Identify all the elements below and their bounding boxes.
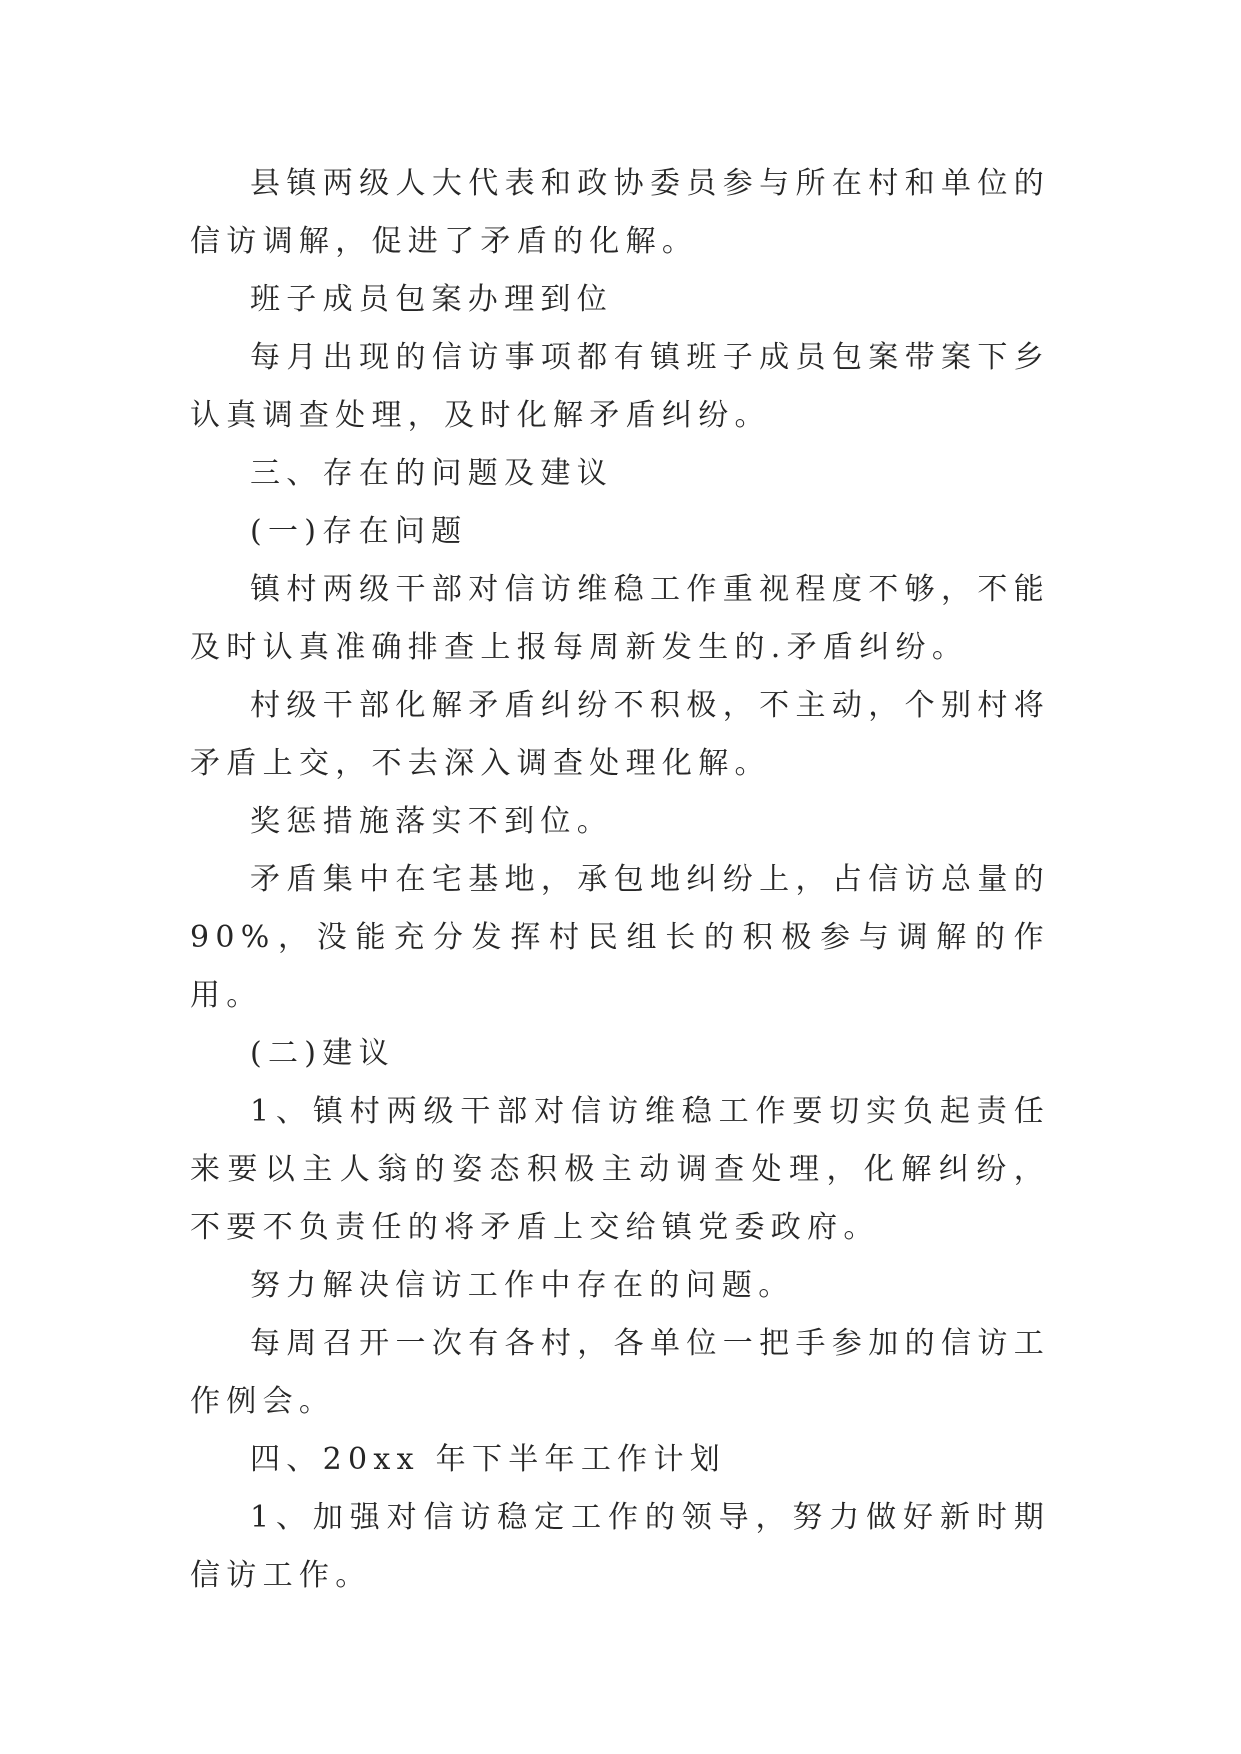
subheading-suggestions: (二)建议 [250, 1036, 395, 1071]
paragraph-deputies-mediation: 县镇两级人大代表和政协委员参与所在村和单位的信访调解，促进了矛盾的化解。 [190, 166, 1050, 259]
paragraph-insufficient-attention: 镇村两级干部对信访维稳工作重视程度不够，不能及时认真准确排查上报每周新发生的.矛盾纠纷。 [190, 572, 1050, 665]
section-heading-problems-suggestions: 三、存在的问题及建议 [250, 456, 613, 491]
paragraph-solve-problems: 努力解决信访工作中存在的问题。 [250, 1268, 795, 1303]
paragraph-land-disputes: 矛盾集中在宅基地，承包地纠纷上，占信访总量的90%，没能充分发挥村民组长的积极参与调解的作用。 [190, 862, 1050, 1013]
paragraph-rewards-penalties: 奖惩措施落实不到位。 [250, 804, 613, 839]
section-heading-work-plan: 四、20xx 年下半年工作计划 [250, 1442, 727, 1477]
subheading-existing-problems: (一)存在问题 [250, 514, 468, 549]
paragraph-monthly-investigation: 每月出现的信访事项都有镇班子成员包案带案下乡认真调查处理，及时化解矛盾纠纷。 [190, 340, 1050, 433]
paragraph-suggestion-responsibility: 1、镇村两级干部对信访维稳工作要切实负起责任来要以主人翁的姿态积极主动调查处理，化解纠纷，不要不负责任的将矛盾上交给镇党委政府。 [190, 1094, 1050, 1245]
document-body [190, 155, 1050, 1605]
paragraph-team-case-handling: 班子成员包案办理到位 [250, 282, 613, 317]
paragraph-village-cadres-passive: 村级干部化解矛盾纠纷不积极，不主动，个别村将矛盾上交，不去深入调查处理化解。 [190, 688, 1050, 781]
paragraph-weekly-meeting: 每周召开一次有各村，各单位一把手参加的信访工作例会。 [190, 1326, 1050, 1419]
paragraph-plan-leadership: 1、加强对信访稳定工作的领导，努力做好新时期信访工作。 [190, 1500, 1050, 1593]
